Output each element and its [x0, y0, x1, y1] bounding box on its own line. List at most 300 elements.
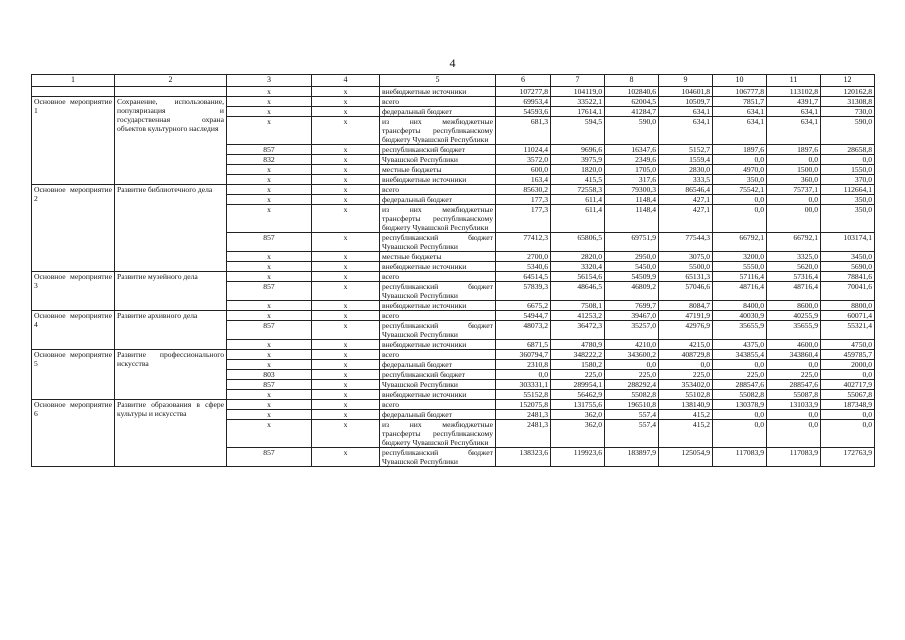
- value-cell: 6675,2: [496, 301, 551, 311]
- value-cell: 350,0: [821, 195, 875, 205]
- code-cell: х: [227, 390, 312, 400]
- value-cell: 634,1: [767, 117, 821, 145]
- value-cell: 333,5: [659, 175, 713, 185]
- value-cell: 196510,8: [605, 400, 659, 410]
- value-cell: 0,0: [713, 420, 767, 448]
- value-cell: 2700,0: [496, 252, 551, 262]
- activity-cell: Основное мероприятие 5: [32, 350, 115, 400]
- value-cell: 0,0: [767, 410, 821, 420]
- value-cell: 79300,3: [605, 185, 659, 195]
- value-cell: 557,4: [605, 410, 659, 420]
- value-cell: 103174,1: [821, 233, 875, 252]
- value-cell: 289954,1: [551, 380, 605, 390]
- activity-cell: Основное мероприятие 4: [32, 311, 115, 350]
- value-cell: 8400,0: [713, 301, 767, 311]
- value-cell: 3200,0: [713, 252, 767, 262]
- value-cell: 54509,9: [605, 272, 659, 282]
- value-cell: 55082,8: [713, 390, 767, 400]
- value-cell: 4391,7: [767, 97, 821, 107]
- code-cell: х: [227, 117, 312, 145]
- value-cell: 4210,0: [605, 340, 659, 350]
- code-cell: х: [227, 175, 312, 185]
- value-cell: 6871,5: [496, 340, 551, 350]
- code-cell: х: [227, 301, 312, 311]
- table-row: [32, 87, 875, 97]
- source-cell: из них межбюджетные трансферты республиканскому бюджету Чувашской Республики: [380, 117, 496, 145]
- value-cell: 55321,4: [821, 321, 875, 340]
- source-cell: всего: [380, 272, 496, 282]
- value-cell: 0,0: [821, 420, 875, 448]
- value-cell: 225,0: [767, 370, 821, 380]
- value-cell: 163,4: [496, 175, 551, 185]
- code2-cell: х: [312, 301, 380, 311]
- code2-cell: х: [312, 262, 380, 272]
- value-cell: 2349,6: [605, 155, 659, 165]
- value-cell: 4600,0: [767, 340, 821, 350]
- value-cell: 360,0: [767, 175, 821, 185]
- value-cell: 70041,6: [821, 282, 875, 301]
- column-header: 9: [659, 75, 713, 87]
- source-cell: местные бюджеты: [380, 252, 496, 262]
- table-row: [32, 350, 875, 360]
- value-cell: 106777,8: [713, 87, 767, 97]
- value-cell: 78841,6: [821, 272, 875, 282]
- value-cell: 10509,7: [659, 97, 713, 107]
- value-cell: 1148,4: [605, 195, 659, 205]
- value-cell: 1897,6: [767, 145, 821, 155]
- code2-cell: х: [312, 145, 380, 155]
- value-cell: 0,0: [713, 195, 767, 205]
- value-cell: 0,0: [713, 360, 767, 370]
- value-cell: 85630,2: [496, 185, 551, 195]
- value-cell: 39467,0: [605, 311, 659, 321]
- table-row: [32, 185, 875, 195]
- value-cell: 28658,8: [821, 145, 875, 155]
- value-cell: 130378,9: [713, 400, 767, 410]
- source-cell: республиканский бюджет Чувашской Республики: [380, 448, 496, 467]
- value-cell: 1148,4: [605, 205, 659, 233]
- code2-cell: х: [312, 175, 380, 185]
- value-cell: 7851,7: [713, 97, 767, 107]
- value-cell: 594,5: [551, 117, 605, 145]
- value-cell: 0,0: [821, 410, 875, 420]
- value-cell: 72558,3: [551, 185, 605, 195]
- value-cell: 1559,4: [659, 155, 713, 165]
- source-cell: внебюджетные источники: [380, 390, 496, 400]
- value-cell: 113102,8: [767, 87, 821, 97]
- source-cell: Чувашской Республики: [380, 380, 496, 390]
- code-cell: х: [227, 272, 312, 282]
- value-cell: 35655,9: [713, 321, 767, 340]
- value-cell: 5152,7: [659, 145, 713, 155]
- value-cell: 2830,0: [659, 165, 713, 175]
- value-cell: 54593,6: [496, 107, 551, 117]
- value-cell: 60071,4: [821, 311, 875, 321]
- value-cell: 152075,8: [496, 400, 551, 410]
- code2-cell: х: [312, 410, 380, 420]
- value-cell: 225,0: [605, 370, 659, 380]
- value-cell: 288292,4: [605, 380, 659, 390]
- source-cell: из них межбюджетные трансферты республиканскому бюджету Чувашской Республики: [380, 420, 496, 448]
- source-cell: федеральный бюджет: [380, 195, 496, 205]
- value-cell: 681,3: [496, 117, 551, 145]
- value-cell: 343855,4: [713, 350, 767, 360]
- value-cell: 0,0: [659, 360, 713, 370]
- value-cell: 402717,9: [821, 380, 875, 390]
- source-cell: всего: [380, 400, 496, 410]
- value-cell: 65131,3: [659, 272, 713, 282]
- value-cell: 343860,4: [767, 350, 821, 360]
- activity-cell: Основное мероприятие 6: [32, 400, 115, 467]
- value-cell: 2310,8: [496, 360, 551, 370]
- code-cell: х: [227, 195, 312, 205]
- code2-cell: х: [312, 107, 380, 117]
- value-cell: 5500,0: [659, 262, 713, 272]
- table-row: [32, 400, 875, 410]
- value-cell: 225,0: [713, 370, 767, 380]
- code2-cell: х: [312, 311, 380, 321]
- value-cell: 172763,9: [821, 448, 875, 467]
- table-row: [32, 311, 875, 321]
- source-cell: внебюджетные источники: [380, 340, 496, 350]
- value-cell: 104601,8: [659, 87, 713, 97]
- code2-cell: х: [312, 321, 380, 340]
- column-header: 4: [312, 75, 380, 87]
- source-cell: федеральный бюджет: [380, 360, 496, 370]
- value-cell: 427,1: [659, 195, 713, 205]
- value-cell: 57046,6: [659, 282, 713, 301]
- value-cell: 5550,0: [713, 262, 767, 272]
- value-cell: 634,1: [659, 117, 713, 145]
- value-cell: 75737,1: [767, 185, 821, 195]
- value-cell: 75542,1: [713, 185, 767, 195]
- activity-title-cell: [115, 87, 227, 97]
- value-cell: 370,0: [821, 175, 875, 185]
- value-cell: 225,0: [659, 370, 713, 380]
- code-cell: х: [227, 400, 312, 410]
- value-cell: 3325,0: [767, 252, 821, 262]
- value-cell: 7508,1: [551, 301, 605, 311]
- value-cell: 56462,9: [551, 390, 605, 400]
- code2-cell: х: [312, 272, 380, 282]
- value-cell: 69953,4: [496, 97, 551, 107]
- value-cell: 65806,5: [551, 233, 605, 252]
- value-cell: 48073,2: [496, 321, 551, 340]
- code-cell: х: [227, 87, 312, 97]
- source-cell: республиканский бюджет Чувашской Республики: [380, 282, 496, 301]
- table-row: [32, 272, 875, 282]
- code2-cell: х: [312, 117, 380, 145]
- column-header: 11: [767, 75, 821, 87]
- value-cell: 69751,9: [605, 233, 659, 252]
- value-cell: 557,4: [605, 420, 659, 448]
- code2-cell: х: [312, 165, 380, 175]
- value-cell: 408729,8: [659, 350, 713, 360]
- value-cell: 303331,1: [496, 380, 551, 390]
- value-cell: 55082,8: [605, 390, 659, 400]
- value-cell: 317,6: [605, 175, 659, 185]
- value-cell: 350,0: [713, 175, 767, 185]
- value-cell: 5690,0: [821, 262, 875, 272]
- value-cell: 2000,0: [821, 360, 875, 370]
- value-cell: 66792,1: [767, 233, 821, 252]
- value-cell: 46809,2: [605, 282, 659, 301]
- value-cell: 0,0: [605, 360, 659, 370]
- value-cell: 131033,9: [767, 400, 821, 410]
- table-row: [32, 97, 875, 107]
- value-cell: 41284,7: [605, 107, 659, 117]
- source-cell: из них межбюджетные трансферты республиканскому бюджету Чувашской Республики: [380, 205, 496, 233]
- code2-cell: х: [312, 195, 380, 205]
- code-cell: 857: [227, 380, 312, 390]
- value-cell: 55087,8: [767, 390, 821, 400]
- code2-cell: х: [312, 420, 380, 448]
- code-cell: х: [227, 252, 312, 262]
- value-cell: 55067,8: [821, 390, 875, 400]
- value-cell: 2481,3: [496, 420, 551, 448]
- value-cell: 57116,4: [713, 272, 767, 282]
- value-cell: 0,0: [713, 155, 767, 165]
- value-cell: 1897,6: [713, 145, 767, 155]
- value-cell: 0,0: [713, 205, 767, 233]
- code2-cell: х: [312, 252, 380, 262]
- value-cell: 102840,6: [605, 87, 659, 97]
- code-cell: 857: [227, 233, 312, 252]
- activity-title-cell: Развитие образования в сфере культуры и искусства: [115, 400, 227, 467]
- value-cell: 57839,3: [496, 282, 551, 301]
- value-cell: 362,0: [551, 410, 605, 420]
- value-cell: 415,5: [551, 175, 605, 185]
- code2-cell: х: [312, 390, 380, 400]
- column-header: 5: [380, 75, 496, 87]
- value-cell: 415,2: [659, 410, 713, 420]
- value-cell: 187348,9: [821, 400, 875, 410]
- value-cell: 590,0: [821, 117, 875, 145]
- value-cell: 600,0: [496, 165, 551, 175]
- value-cell: 3975,9: [551, 155, 605, 165]
- value-cell: 611,4: [551, 195, 605, 205]
- column-header: 10: [713, 75, 767, 87]
- value-cell: 42976,9: [659, 321, 713, 340]
- value-cell: 459785,7: [821, 350, 875, 360]
- code-cell: х: [227, 360, 312, 370]
- source-cell: внебюджетные источники: [380, 175, 496, 185]
- value-cell: 131755,6: [551, 400, 605, 410]
- column-header: 6: [496, 75, 551, 87]
- value-cell: 0,0: [821, 155, 875, 165]
- source-cell: всего: [380, 185, 496, 195]
- value-cell: 5620,0: [767, 262, 821, 272]
- activity-cell: Основное мероприятие 1: [32, 97, 115, 185]
- source-cell: республиканский бюджет: [380, 370, 496, 380]
- code2-cell: х: [312, 233, 380, 252]
- code2-cell: х: [312, 282, 380, 301]
- column-header: 8: [605, 75, 659, 87]
- code2-cell: х: [312, 448, 380, 467]
- value-cell: 177,3: [496, 195, 551, 205]
- value-cell: 0,0: [496, 370, 551, 380]
- value-cell: 56154,6: [551, 272, 605, 282]
- value-cell: 730,0: [821, 107, 875, 117]
- source-cell: внебюджетные источники: [380, 87, 496, 97]
- value-cell: 3320,4: [551, 262, 605, 272]
- value-cell: 55152,8: [496, 390, 551, 400]
- code-cell: х: [227, 350, 312, 360]
- value-cell: 2950,0: [605, 252, 659, 262]
- value-cell: 41253,2: [551, 311, 605, 321]
- value-cell: 7699,7: [605, 301, 659, 311]
- value-cell: 0,0: [821, 370, 875, 380]
- value-cell: 112664,1: [821, 185, 875, 195]
- code2-cell: х: [312, 360, 380, 370]
- value-cell: 4750,0: [821, 340, 875, 350]
- value-cell: 16347,6: [605, 145, 659, 155]
- source-cell: местные бюджеты: [380, 165, 496, 175]
- value-cell: 86546,4: [659, 185, 713, 195]
- value-cell: 36472,3: [551, 321, 605, 340]
- value-cell: 360794,7: [496, 350, 551, 360]
- source-cell: внебюджетные источники: [380, 301, 496, 311]
- value-cell: 107277,8: [496, 87, 551, 97]
- value-cell: 634,1: [659, 107, 713, 117]
- code-cell: х: [227, 165, 312, 175]
- value-cell: 362,0: [551, 420, 605, 448]
- code-cell: х: [227, 185, 312, 195]
- value-cell: 138323,6: [496, 448, 551, 467]
- value-cell: 104119,0: [551, 87, 605, 97]
- value-cell: 00,0: [767, 205, 821, 233]
- code-cell: х: [227, 97, 312, 107]
- value-cell: 120162,8: [821, 87, 875, 97]
- value-cell: 0,0: [767, 195, 821, 205]
- code2-cell: х: [312, 97, 380, 107]
- value-cell: 8084,7: [659, 301, 713, 311]
- value-cell: 48716,4: [767, 282, 821, 301]
- value-cell: 350,0: [821, 205, 875, 233]
- code-cell: х: [227, 107, 312, 117]
- column-header: 1: [32, 75, 115, 87]
- value-cell: 0,0: [713, 410, 767, 420]
- value-cell: 1580,2: [551, 360, 605, 370]
- code-cell: х: [227, 262, 312, 272]
- value-cell: 33522,1: [551, 97, 605, 107]
- value-cell: 64514,5: [496, 272, 551, 282]
- value-cell: 77412,3: [496, 233, 551, 252]
- activity-title-cell: Развитие библиотечного дела: [115, 185, 227, 272]
- code2-cell: х: [312, 155, 380, 165]
- value-cell: 343600,2: [605, 350, 659, 360]
- value-cell: 5450,0: [605, 262, 659, 272]
- activity-title-cell: Развитие музейного дела: [115, 272, 227, 311]
- value-cell: 177,3: [496, 205, 551, 233]
- page-number: 4: [449, 56, 456, 70]
- value-cell: 348222,2: [551, 350, 605, 360]
- activity-cell: [32, 87, 115, 97]
- code2-cell: х: [312, 205, 380, 233]
- source-cell: Чувашской Республики: [380, 155, 496, 165]
- source-cell: республиканский бюджет: [380, 145, 496, 155]
- column-header: 7: [551, 75, 605, 87]
- value-cell: 288547,6: [713, 380, 767, 390]
- activity-cell: Основное мероприятие 3: [32, 272, 115, 311]
- activity-cell: Основное мероприятие 2: [32, 185, 115, 272]
- source-cell: всего: [380, 97, 496, 107]
- code-cell: 857: [227, 321, 312, 340]
- value-cell: 4375,0: [713, 340, 767, 350]
- value-cell: 3450,0: [821, 252, 875, 262]
- value-cell: 0,0: [767, 155, 821, 165]
- value-cell: 55102,8: [659, 390, 713, 400]
- column-header: 3: [227, 75, 312, 87]
- column-header: 2: [115, 75, 227, 87]
- source-cell: федеральный бюджет: [380, 410, 496, 420]
- value-cell: 0,0: [767, 420, 821, 448]
- source-cell: республиканский бюджет Чувашской Республики: [380, 321, 496, 340]
- value-cell: 634,1: [713, 117, 767, 145]
- source-cell: федеральный бюджет: [380, 107, 496, 117]
- value-cell: 48716,4: [713, 282, 767, 301]
- value-cell: 5340,6: [496, 262, 551, 272]
- value-cell: 1550,0: [821, 165, 875, 175]
- code-cell: х: [227, 420, 312, 448]
- code-cell: х: [227, 311, 312, 321]
- code2-cell: х: [312, 370, 380, 380]
- value-cell: 3572,0: [496, 155, 551, 165]
- code-cell: 832: [227, 155, 312, 165]
- value-cell: 9696,6: [551, 145, 605, 155]
- value-cell: 17614,1: [551, 107, 605, 117]
- value-cell: 35655,9: [767, 321, 821, 340]
- value-cell: 117083,9: [767, 448, 821, 467]
- value-cell: 57316,4: [767, 272, 821, 282]
- code-cell: 857: [227, 145, 312, 155]
- activity-title-cell: Развитие архивного дела: [115, 311, 227, 350]
- value-cell: 3075,0: [659, 252, 713, 262]
- value-cell: 590,0: [605, 117, 659, 145]
- value-cell: 634,1: [713, 107, 767, 117]
- value-cell: 1820,0: [551, 165, 605, 175]
- code2-cell: х: [312, 350, 380, 360]
- code2-cell: х: [312, 340, 380, 350]
- value-cell: 40030,9: [713, 311, 767, 321]
- source-cell: всего: [380, 350, 496, 360]
- budget-table: [31, 74, 875, 467]
- source-cell: всего: [380, 311, 496, 321]
- value-cell: 125054,9: [659, 448, 713, 467]
- value-cell: 353402,0: [659, 380, 713, 390]
- value-cell: 54944,7: [496, 311, 551, 321]
- value-cell: 77544,3: [659, 233, 713, 252]
- code-cell: 803: [227, 370, 312, 380]
- header-row: [32, 75, 875, 87]
- value-cell: 47191,9: [659, 311, 713, 321]
- activity-title-cell: Развитие профессионального искусства: [115, 350, 227, 400]
- source-cell: республиканский бюджет Чувашской Республики: [380, 233, 496, 252]
- value-cell: 119923,6: [551, 448, 605, 467]
- value-cell: 48646,5: [551, 282, 605, 301]
- value-cell: 427,1: [659, 205, 713, 233]
- code-cell: х: [227, 205, 312, 233]
- value-cell: 8600,0: [767, 301, 821, 311]
- value-cell: 62004,5: [605, 97, 659, 107]
- activity-title-cell: Сохранение, использование, популяризация и государственная охрана объектов культурного наследия: [115, 97, 227, 185]
- value-cell: 1500,0: [767, 165, 821, 175]
- value-cell: 1705,0: [605, 165, 659, 175]
- table-body: [32, 87, 875, 467]
- value-cell: 117083,9: [713, 448, 767, 467]
- code2-cell: х: [312, 185, 380, 195]
- code-cell: х: [227, 410, 312, 420]
